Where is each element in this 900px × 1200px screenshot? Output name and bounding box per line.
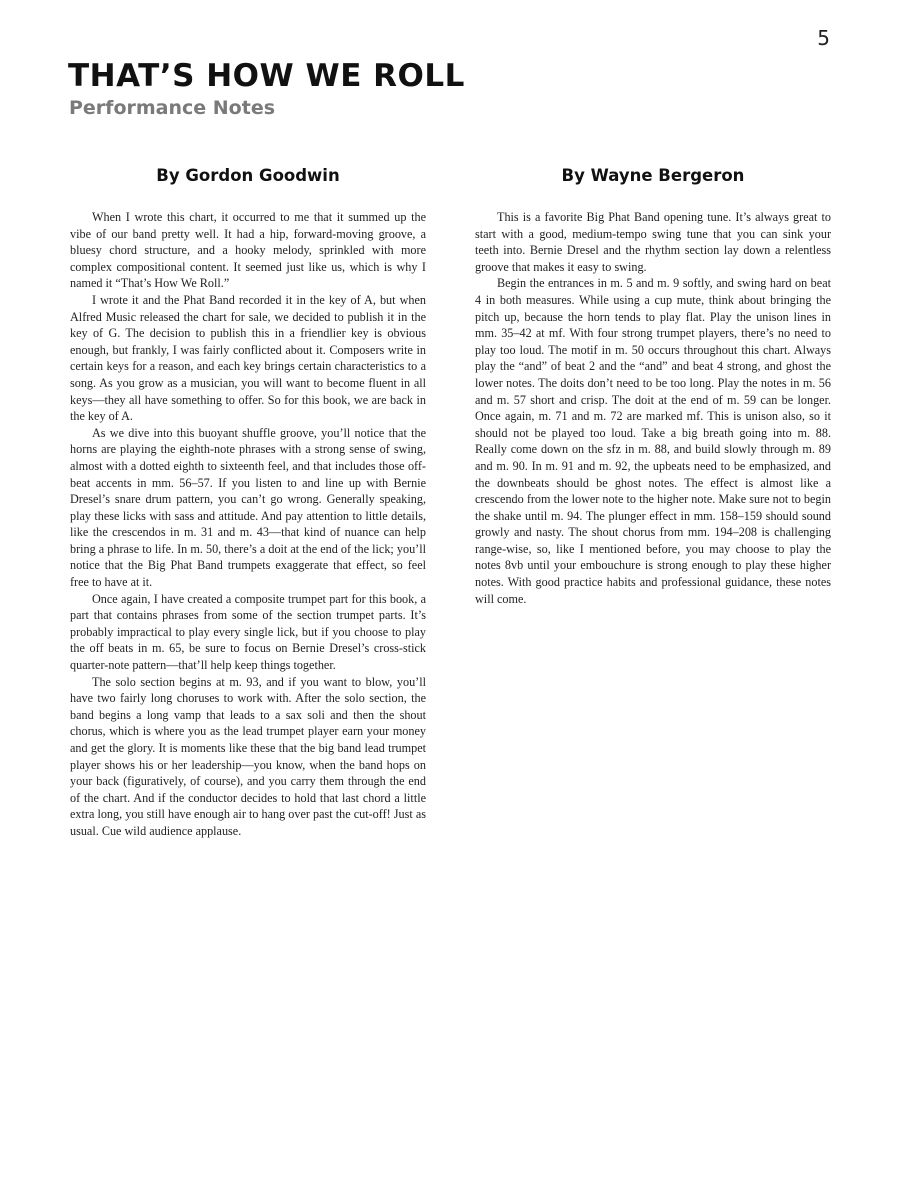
right-byline: By Wayne Bergeron: [561, 166, 745, 185]
left-body-text: [70, 209, 426, 840]
paragraph: This is a favorite Big Phat Band opening tune. It’s always great to start with a good, medium-tempo swing tune that you can sink your teeth into. Bernie Dresel and the rhythm section lay down a relentless groove that makes it easy to swing.: [475, 210, 831, 274]
paragraph: The solo section begins at m. 93, and if you want to blow, you’ll have two fairly long choruses to work with. After the solo section, the band begins a long vamp that leads to a sax soli and then the shout chorus, which is where you as the lead trumpet player earn your money and get the glory. It is moments like these that the big band lead trumpet player shows his or her leadership—you know, when the band hops on your back (figuratively, of course), and you carry them through the end of the chart. And if the conductor decides to hold that last chord a little extra long, you still have enough air to hang over past the cut-off! Just as usual. Cue wild audience applause.: [70, 674, 426, 838]
paragraph: I wrote it and the Phat Band recorded it in the key of A, but when Alfred Music released the chart for sale, we decided to publish it in the key of G. The decision to publish this in a friendlier key is obvious enough, but frankly, I was fairly conflicted about it. Composers write in certain keys for a reason, and each key brings certain characteristics to a song. As you grow as a musician, you will want to become fluent in all keys—they all have something to offer. So for this book, we are back in the key of A.: [70, 292, 426, 424]
page-number: 5: [817, 26, 830, 50]
left-column: [70, 166, 426, 840]
right-body-text: [475, 209, 831, 607]
page-subtitle: Performance Notes: [69, 97, 276, 119]
page-title: THAT’S HOW WE ROLL: [68, 58, 465, 94]
paragraph: Begin the entrances in m. 5 and m. 9 softly, and swing hard on beat 4 in both measures. While using a cup mute, think about bringing the pitch up, because the horn tends to play flat. Play the unison lines in mm. 35–42 at mf. With four strong trumpet players, there’s no need to play too loud. The motif in m. 50 occurs throughout this chart. Always play the “and” of beat 2 and the “and” and beat 4 strong, and ghost the lower notes. The doits don’t need to be too long. Play the notes in m. 56 and m. 57 short and crisp. The doit at the end of m. 59 can be longer. Once again, m. 71 and m. 72 are marked mf. This is unison also, so it should not be played too loud. Take a big breath going into m. 88. Really come down on the sfz in m. 88, and build slowly through m. 89 and m. 90. In m. 91 and m. 92, the upbeats need to be emphasized, and the downbeats should be ghost notes. The effect is almost like a crescendo from the lower note to the higher note. Make sure not to begin the shake until m. 94. The plunger effect in mm. 158–159 should sound growly and nasty. The shout chorus from mm. 194–208 is challenging range-wise, so, like I mentioned before, you may choose to play the notes 8vb until your embouchure is strong enough to play these higher notes. With good practice habits and professional guidance, these notes will come.: [475, 276, 831, 606]
left-byline: By Gordon Goodwin: [156, 166, 340, 185]
paragraph: When I wrote this chart, it occurred to me that it summed up the vibe of our band pretty well. It had a hip, forward-moving groove, a bluesy chord structure, and a hooky melody, sprinkled with more complex compositional content. It seemed just like us, which is why I named it “That’s How We Roll.”: [70, 210, 426, 291]
paragraph: Once again, I have created a composite trumpet part for this book, a part that contains phrases from some of the section trumpet parts. It’s probably impractical to play every single lick, but if you choose to play the off beats in m. 65, be sure to focus on Bernie Dresel’s cross-stick quarter-note pattern—that’ll help keep things together.: [70, 591, 426, 673]
paragraph: As we dive into this buoyant shuffle groove, you’ll notice that the horns are playing the eighth-note phrases with a strong sense of swing, almost with a dotted eighth to sixteenth feel, and that includes those off-beat accents in mm. 56–57. If you listen to and line up with Bernie Dresel’s snare drum pattern, you can’t go wrong. Generally speaking, play these licks with sass and attitude. And pay attention to little details, like the crescendos in m. 31 and m. 43—that kind of nuance can help bring a phrase to life. In m. 50, there’s a doit at the end of the lick; you’ll notice that the Big Phat Band trumpets exaggerate that effect, so feel free to have at it.: [70, 425, 426, 590]
right-column: [475, 166, 831, 607]
